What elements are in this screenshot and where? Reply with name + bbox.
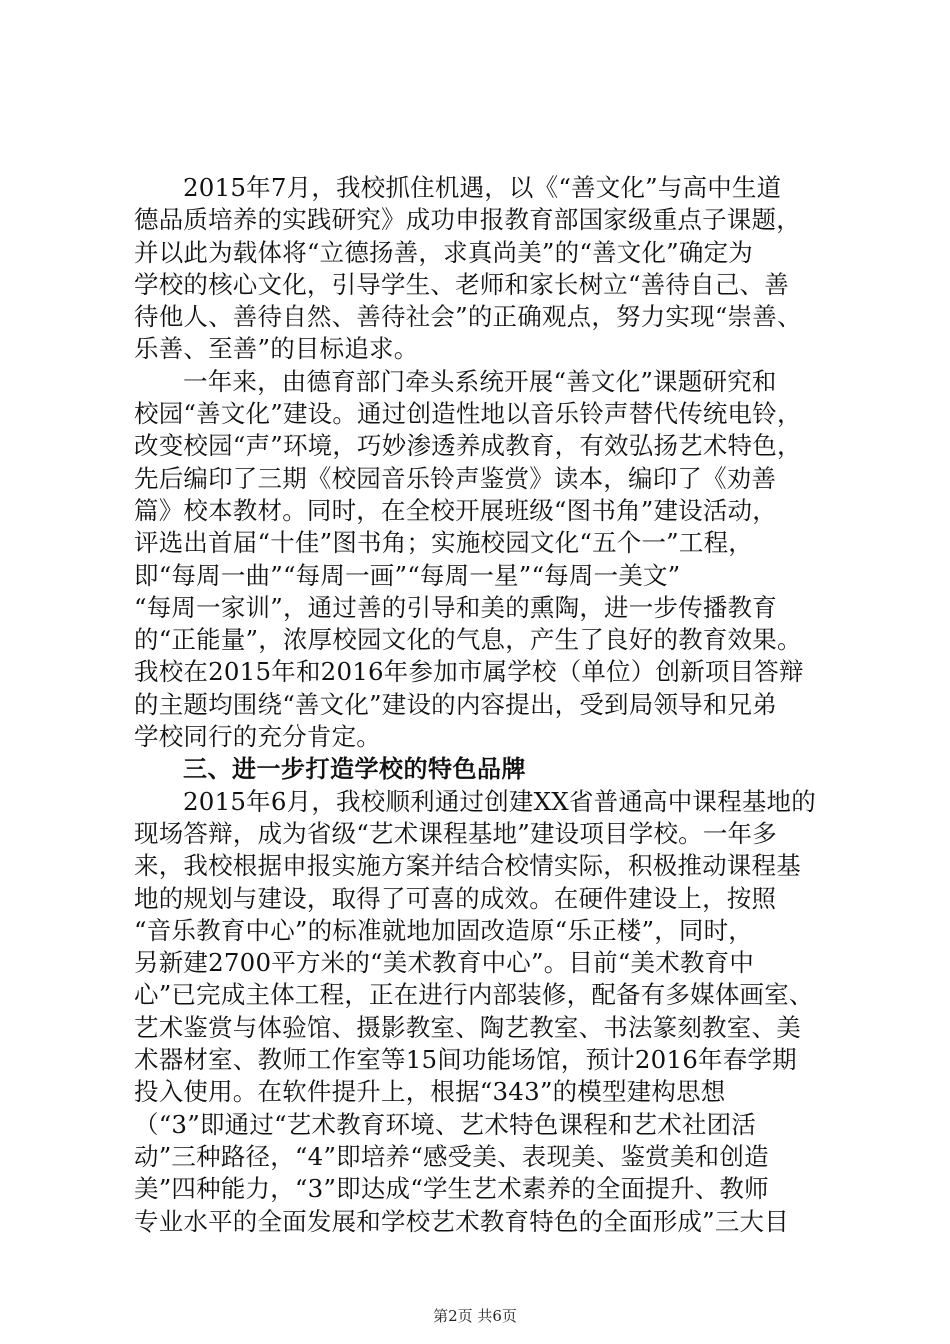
text-line: “音乐教育中心”的标准就地加固改造原“乐正楼”，同时， — [134, 915, 753, 945]
text-line: “每周一家训”，通过善的引导和美的熏陶，进一步传播教育 — [134, 592, 777, 622]
text-line: 另新建2700平方米的“美术教育中心”。目前“美术教育中 — [134, 948, 755, 978]
paragraph-3 — [134, 786, 834, 1238]
text-line: 动”三种路径，“4”即培养“感受美、表现美、鉴赏美和创造 — [134, 1141, 769, 1171]
text-line: 艺术鉴赏与体验馆、摄影教室、陶艺教室、书法篆刻教室、美 — [134, 1012, 801, 1042]
text-line: 校园“善文化”建设。通过创造性地以音乐铃声替代传统电铃， — [134, 399, 802, 429]
section-heading-3: 三、进一步打造学校的特色品牌 — [183, 755, 526, 784]
text-line: 现场答辩，成为省级“艺术课程基地”建设项目学校。一年多 — [134, 818, 777, 848]
document-body — [134, 172, 834, 1238]
text-line: 并以此为载体将“立德扬善，求真尚美”的“善文化”确定为 — [134, 237, 753, 267]
text-line: 2015年6月，我校顺利通过创建XX省普通高中课程基地的 — [183, 786, 816, 816]
text-line: 的主题均围绕“善文化”建设的内容提出，受到局领导和兄弟 — [134, 689, 777, 719]
text-line: 的“正能量”，浓厚校园文化的气息，产生了良好的教育效果。 — [134, 625, 802, 655]
text-line: 评选出首届“十佳”图书角；实施校园文化“五个一”工程， — [134, 528, 753, 558]
text-line: 2015年7月，我校抓住机遇，以《“善文化”与高中生道 — [183, 173, 782, 202]
paragraph-2 — [134, 366, 834, 754]
text-line: 即“每周一曲”“每周一画”“每周一星”“每周一美文” — [134, 560, 681, 590]
text-line: 一年来，由德育部门牵头系统开展“善文化”课题研究和 — [183, 366, 777, 396]
text-line: 改变校园“声”环境，巧妙渗透养成教育，有效弘扬艺术特色， — [134, 431, 802, 461]
text-line: 乐善、至善”的目标追求。 — [134, 334, 419, 364]
text-line: 专业水平的全面发展和学校艺术教育特色的全面形成”三大目 — [134, 1206, 789, 1236]
text-line: 投入使用。在软件提升上，根据“343”的模型建构思想 — [134, 1077, 726, 1107]
text-line: 美”四种能力，“3”即达成“学生艺术素养的全面提升、教师 — [134, 1174, 769, 1204]
text-line: 学校的核心文化，引导学生、老师和家长树立“善待自己、善 — [134, 269, 789, 299]
text-line: 德品质培养的实践研究》成功申报教育部国家级重点子课题， — [134, 205, 801, 235]
text-line: 来，我校根据申报实施方案并结合校情实际，积极推动课程基 — [134, 851, 801, 881]
text-line: 心”已完成主体工程，正在进行内部装修，配备有多媒体画室、 — [134, 980, 814, 1010]
text-line: 地的规划与建设，取得了可喜的成效。在硬件建设上，按照 — [134, 883, 777, 913]
text-line: 学校同行的充分肯定。 — [134, 722, 381, 752]
text-line: （“3”即通过“艺术教育环境、艺术特色课程和艺术社团活 — [134, 1109, 757, 1139]
text-line: 先后编印了三期《校园音乐铃声鉴赏》读本，编印了《劝善 — [134, 463, 777, 493]
text-line: 我校在2015年和2016年参加市属学校（单位）创新项目答辩 — [134, 657, 804, 687]
page-number-footer: 第2页 共6页 — [433, 1307, 517, 1325]
paragraph-1 — [134, 172, 834, 366]
text-line: 待他人、善待自然、善待社会”的正确观点，努力实现“崇善、 — [134, 302, 802, 332]
text-line: 术器材室、教师工作室等15间功能场馆，预计2016年春学期 — [134, 1045, 797, 1075]
text-line: 篇》校本教材。同时，在全校开展班级“图书角”建设活动， — [134, 495, 777, 525]
